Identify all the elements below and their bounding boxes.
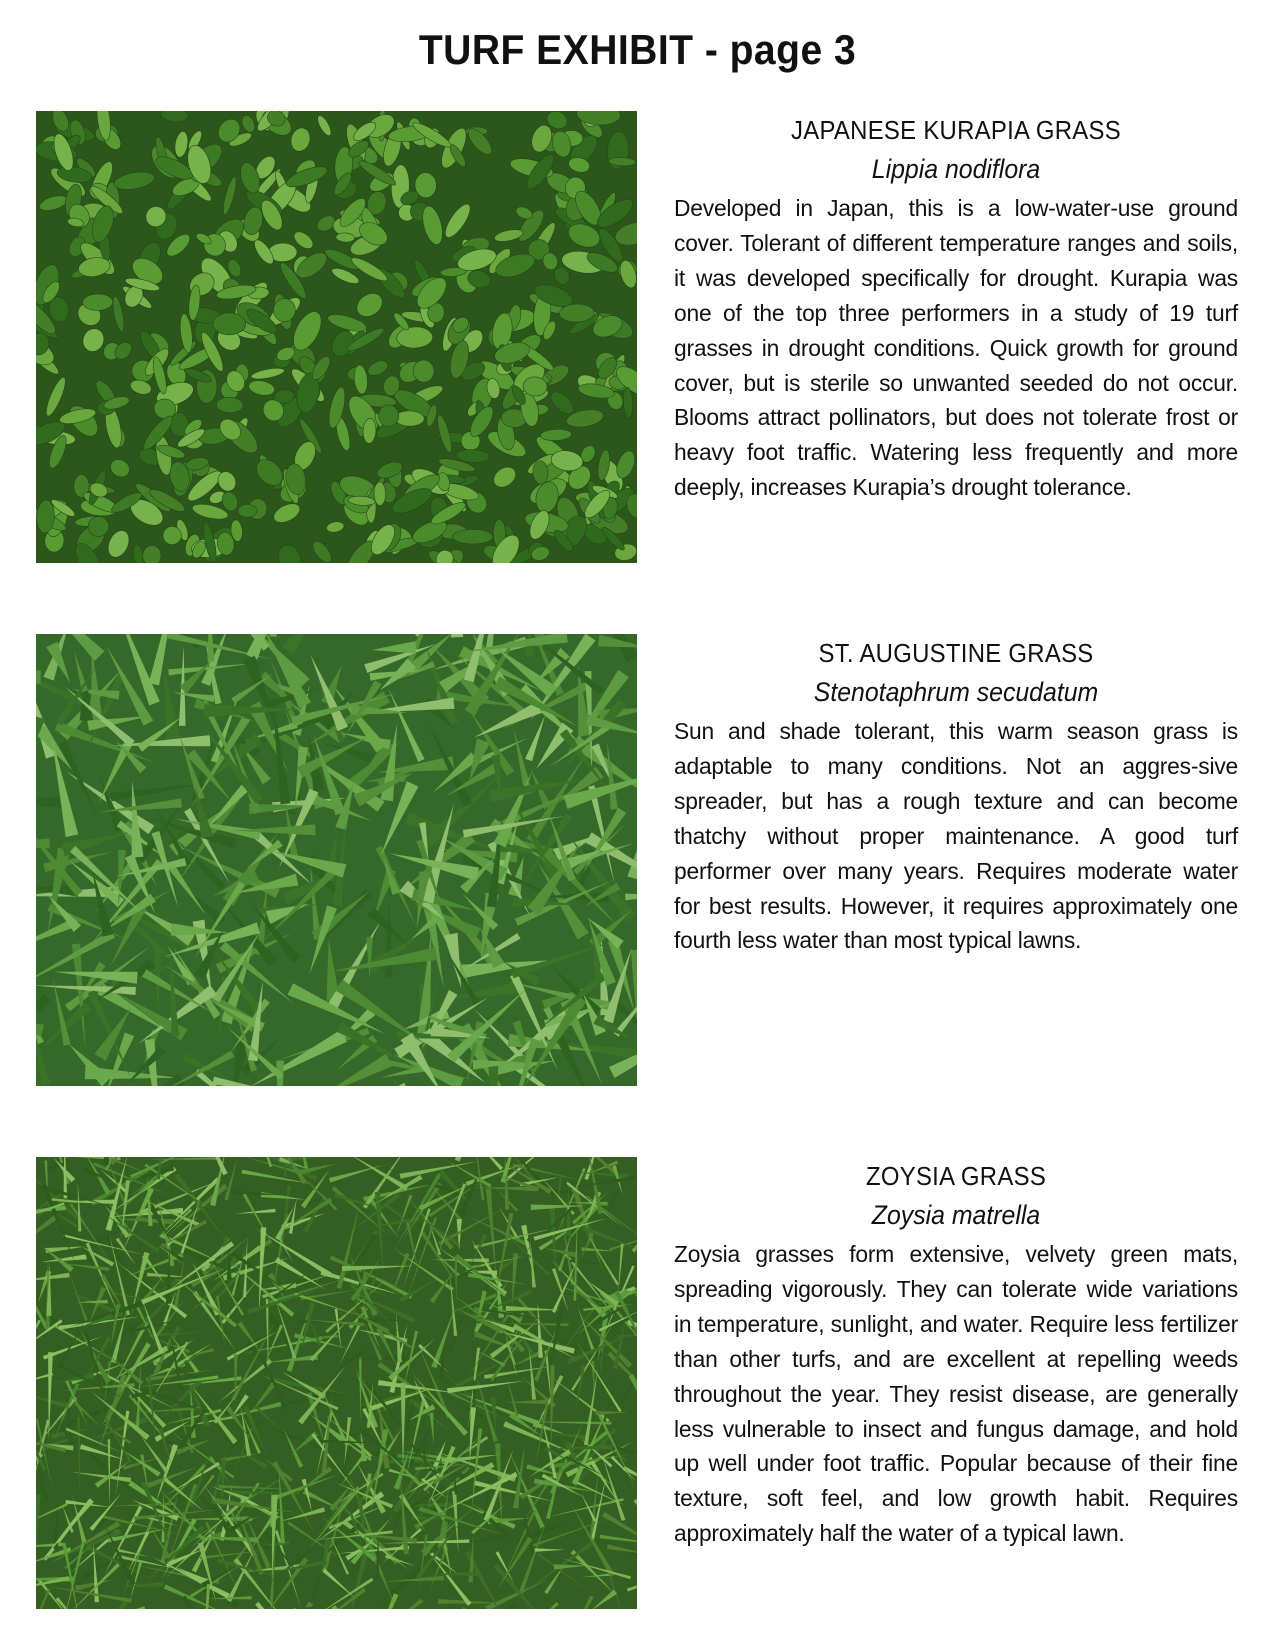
- kurapia-photo: [36, 111, 637, 563]
- st-augustine-photo: [36, 634, 637, 1086]
- zoysia-photo: [36, 1157, 637, 1609]
- st-augustine-text: [674, 634, 1238, 958]
- latin-name: Zoysia matrella: [871, 1200, 1041, 1230]
- grass-description: Sun and shade tolerant, this warm season grass is adaptable to many conditions. Not an aggres-sive spreader, but has a rough texture and can become thatchy without proper maintenance. A good turf performer over many years. Requires moderate water for best results. However, it requires approximately one fourth less water than most typical lawns.: [674, 718, 1238, 954]
- page-title: TURF EXHIBIT - page 3: [418, 26, 857, 73]
- latin-name: Stenotaphrum secudatum: [813, 677, 1099, 707]
- grass-description: Developed in Japan, this is a low-water-use ground cover. Tolerant of different temperature ranges and soils, it was developed specifically for drought. Kurapia was one of the top three performers in a study of 19 turf grasses in drought conditions. Quick growth for ground cover, but is sterile so unwanted seeded do not occur. Blooms attract pollinators, but does not tolerate frost or heavy foot traffic. Watering less frequently and more deeply, increases Kurapia’s drought tolerance.: [674, 195, 1238, 501]
- grass-name: JAPANESE KURAPIA GRASS: [791, 115, 1121, 145]
- grass-name: ST. AUGUSTINE GRASS: [818, 638, 1094, 668]
- kurapia-text: [674, 111, 1238, 505]
- latin-name: Lippia nodiflora: [871, 154, 1041, 184]
- zoysia-text: [674, 1157, 1238, 1551]
- grass-name: ZOYSIA GRASS: [865, 1161, 1047, 1191]
- grass-description: Zoysia grasses form extensive, velvety green mats, spreading vigorously. They can tolerate wide variations in temperature, sunlight, and water. Require less fertilizer than other turfs, and are excellent at repelling weeds throughout the year. They resist disease, are generally less vulnerable to insect and fungus damage, and hold up well under foot traffic. Popular because of their fine texture, soft feel, and low growth habit. Requires approximately half the water of a typical lawn.: [674, 1241, 1238, 1547]
